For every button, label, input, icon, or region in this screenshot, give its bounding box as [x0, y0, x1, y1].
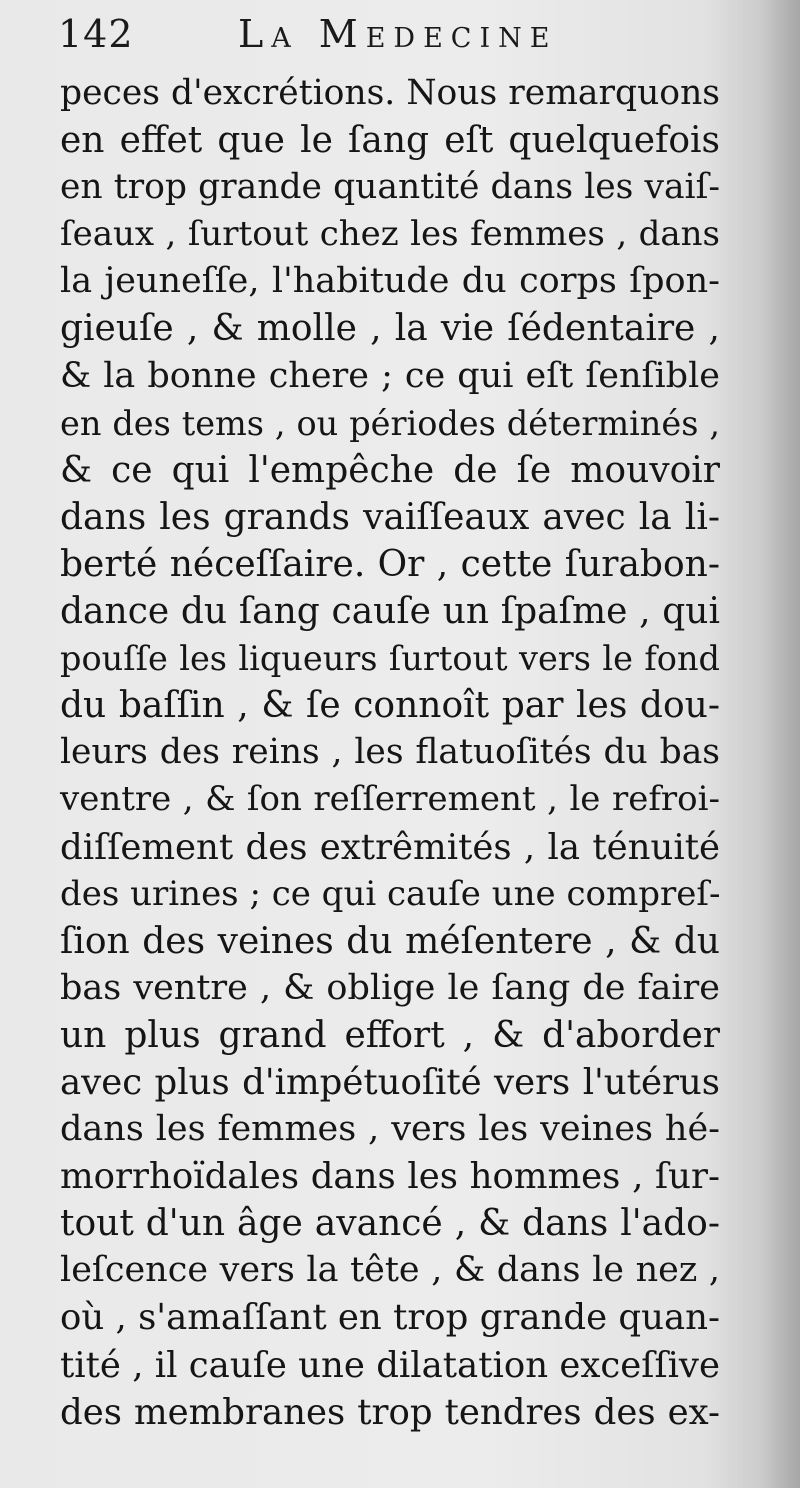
text-line: ſeaux , ſurtout chez les femmes , dans [60, 214, 720, 255]
text-line: dans les grands vaiſſeaux avec la li- [60, 496, 720, 538]
text-line: diſſement des extrêmités , la ténuité [60, 826, 720, 868]
text-line: ventre , & ſon reſſerrement , le refroi- [60, 779, 720, 820]
text-line: du baſſin , & ſe connoît par les dou- [60, 685, 720, 727]
body-text [60, 70, 720, 1436]
text-line: la jeuneſſe, l'habitude du corps ſpon- [60, 261, 720, 302]
text-line: en trop grande quantité dans les vaiſ- [60, 167, 720, 208]
text-line: où , s'amaſſant en trop grande quan- [60, 1297, 721, 1339]
text-line: peces d'excrétions. Nous remarquons [60, 73, 720, 113]
text-line: avec plus d'impétuoſité vers l'utérus [60, 1061, 720, 1103]
text-line: un plus grand effort , & d'aborder [60, 1014, 720, 1056]
text-line: leſcence vers la tête , & dans le nez , [60, 1250, 720, 1291]
text-line: tité , il cauſe une dilatation exceſſive [60, 1344, 720, 1386]
text-line: bas ventre , & oblige le ſang de faire [60, 967, 720, 1008]
text-line: & ce qui l'empêche de ſe mouvoir [60, 449, 720, 491]
text-line: leurs des reins , les flatuoſités du bas [60, 732, 720, 773]
page-edge-shadow [760, 0, 800, 1488]
text-line: berté néceſſaire. Or , cette ſurabon- [60, 543, 720, 585]
running-head [58, 10, 738, 62]
text-line: dans les femmes , vers les veines hé- [60, 1109, 720, 1150]
text-line: en effet que le ſang eſt quelquefois [60, 120, 720, 162]
text-line: tout d'un âge avancé , & dans l'ado- [60, 1203, 720, 1245]
running-title: La Medecine [238, 12, 558, 56]
text-line: des membranes trop tendres des ex- [60, 1391, 720, 1433]
text-line: gieuſe , & molle , la vie ſédentaire , [60, 308, 720, 350]
text-line: pouſſe les liqueurs ſurtout vers le fond [60, 639, 720, 679]
page-number: 142 [58, 12, 134, 56]
text-line: dance du ſang cauſe un ſpaſme , qui [60, 591, 720, 633]
text-line: ſion des veines du méſentere , & du [60, 920, 720, 962]
text-line: morrhoïdales dans les hommes , ſur- [60, 1156, 720, 1198]
text-line: des urines ; ce qui cauſe une compreſ- [60, 873, 721, 914]
text-line: & la bonne chere ; ce qui eſt ſenſible [60, 355, 720, 396]
text-line: en des tems , ou périodes déterminés , [60, 403, 720, 443]
